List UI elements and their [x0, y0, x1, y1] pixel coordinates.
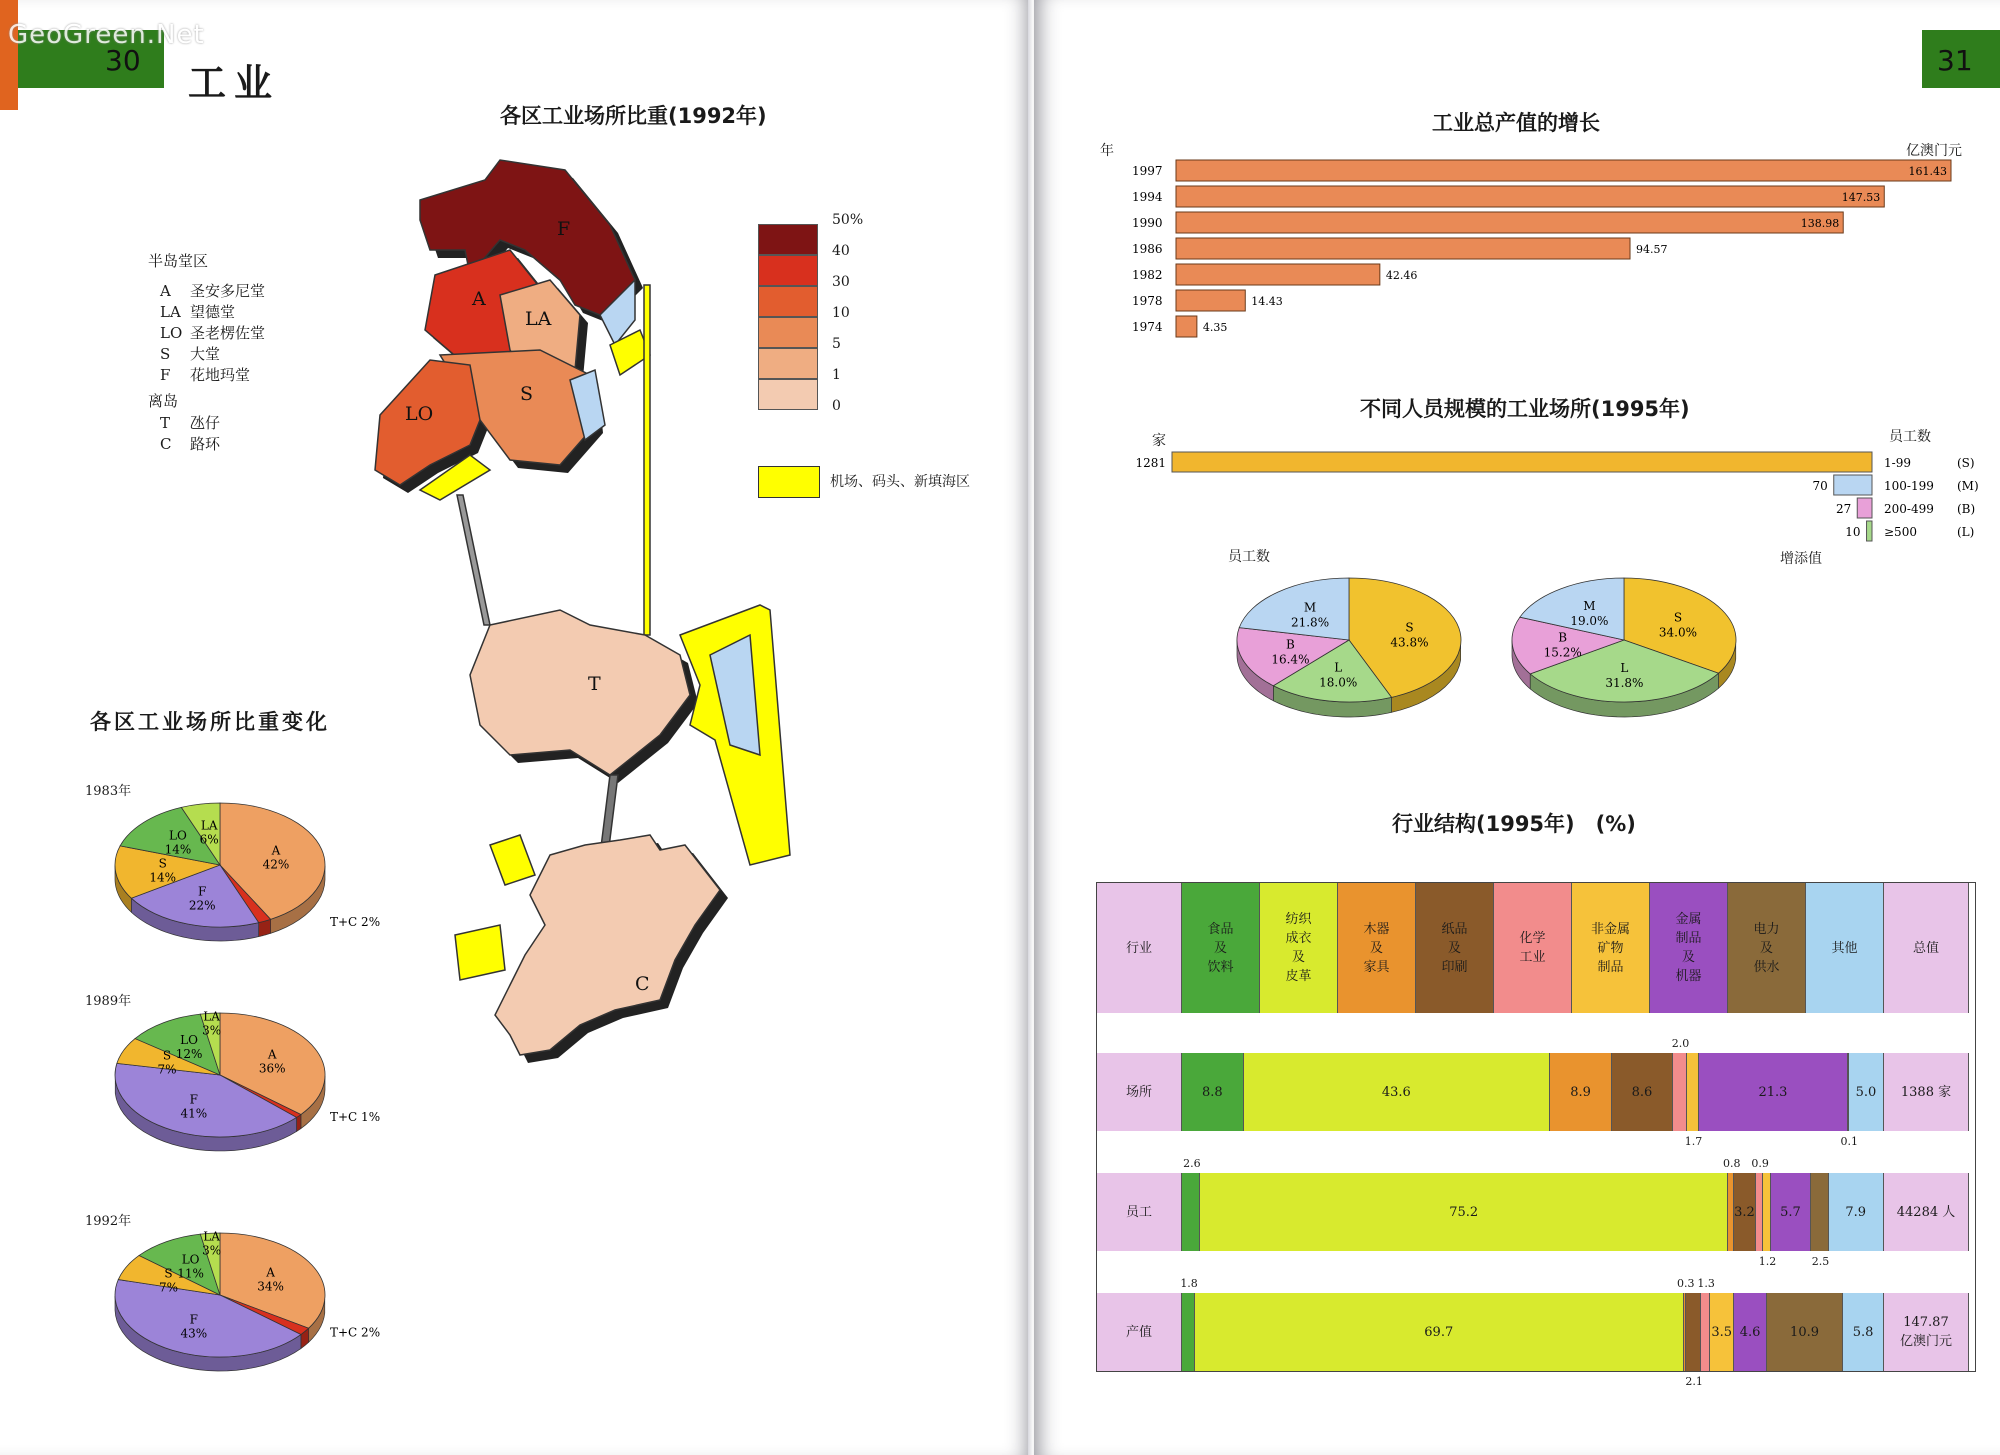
industry-header: 纸品 及 印刷	[1416, 883, 1494, 1013]
legend-item: A 圣安多尼堂	[160, 282, 266, 300]
structure-small-label: 2.1	[1685, 1375, 1703, 1388]
special-4	[455, 925, 505, 980]
bar-value-label: 94.57	[1636, 243, 1668, 256]
industry-structure-table	[1096, 882, 1976, 1388]
section-title: 工业	[188, 61, 281, 105]
bar-value-label: 4.35	[1202, 321, 1228, 334]
scale-label: 10	[832, 305, 850, 321]
pie-label: T+C 1%	[330, 1110, 381, 1125]
legend-item: S 大堂	[160, 345, 221, 363]
legend-item: T 氹仔	[160, 414, 221, 432]
map-label-la: LA	[525, 308, 552, 330]
year-label: 1994	[1132, 190, 1163, 204]
district-pie-chart	[100, 1215, 420, 1405]
special-3	[490, 835, 535, 885]
employee-pie-label: 员工数	[1228, 549, 1270, 565]
year-label: 1974	[1132, 320, 1163, 334]
bridge-2	[644, 285, 650, 635]
industry-header: 非金属 矿物 制品	[1572, 883, 1650, 1013]
structure-row-total: 44284 人	[1884, 1173, 1969, 1251]
structure-small-label: 2.5	[1811, 1255, 1830, 1268]
industry-header: 食品 及 饮料	[1182, 883, 1260, 1013]
pie-value: 18.0%	[1319, 675, 1358, 690]
scale-label: 1	[832, 367, 841, 383]
pie-label: M	[1303, 600, 1317, 615]
scale-label: 5	[832, 336, 841, 352]
pie-label: A	[267, 1047, 277, 1062]
structure-segment	[1686, 1293, 1701, 1371]
size-code-label: (L)	[1957, 525, 1975, 539]
size-value-label: 70	[1812, 479, 1828, 493]
pie-year-label: 1983年	[85, 784, 132, 799]
scale-label: 50%	[832, 212, 864, 228]
district-map	[360, 155, 960, 1115]
pie-value: 15.2%	[1543, 645, 1582, 660]
structure-row-label: 员工	[1097, 1173, 1182, 1251]
pie-label: LA	[203, 1229, 220, 1244]
structure-small-label: 2.0	[1671, 1037, 1690, 1050]
industry-header: 纺织 成衣 及 皮革	[1260, 883, 1338, 1013]
pie-value: 11%	[177, 1266, 204, 1281]
pie-year-label: 1992年	[85, 1214, 132, 1229]
map-label-f: F	[557, 218, 571, 240]
size-bar	[1857, 498, 1872, 518]
output-y-unit: 年	[1100, 143, 1114, 159]
pie-label: S	[164, 1266, 173, 1281]
structure-segment	[1763, 1173, 1771, 1251]
year-label: 1986	[1132, 242, 1163, 256]
legend-item: LA 望德堂	[160, 303, 236, 321]
pie-value: 14%	[149, 870, 177, 885]
size-bar-chart	[1134, 445, 2000, 545]
pie-value: 34%	[257, 1279, 284, 1294]
size-range-label: 100-199	[1884, 479, 1934, 493]
size-code-label: (M)	[1957, 479, 1979, 493]
bar-value-label: 14.43	[1251, 295, 1283, 308]
structure-total-header: 总值	[1884, 883, 1969, 1013]
pie-value: 3%	[202, 1243, 222, 1258]
edge-strip	[0, 0, 18, 110]
pie-label: S	[162, 1048, 172, 1063]
page-number: 31	[1937, 44, 1973, 77]
map-label-t: T	[588, 673, 601, 695]
pie-label: F	[189, 1092, 198, 1107]
structure-segment: 43.6	[1244, 1053, 1550, 1131]
structure-segment	[1182, 1293, 1195, 1371]
district-pie-chart	[100, 995, 420, 1185]
structure-small-label: 1.8	[1180, 1277, 1198, 1290]
structure-segment: 75.2	[1200, 1173, 1728, 1251]
legend-item: LO 圣老楞佐堂	[160, 324, 266, 342]
map-label-s: S	[520, 383, 534, 405]
industry-header: 金属 制品 及 机器	[1650, 883, 1728, 1013]
pie-value: 43%	[180, 1326, 208, 1341]
structure-title: 行业结构(1995年) (%)	[1392, 812, 1636, 836]
industry-header: 电力 及 供水	[1728, 883, 1806, 1013]
pie-value: 36%	[258, 1061, 286, 1076]
size-legend-unit: 员工数	[1889, 429, 1931, 445]
page-number: 30	[105, 44, 141, 77]
pie-value: 19.0%	[1570, 613, 1609, 628]
structure-segment: 5.8	[1843, 1293, 1884, 1371]
pie-value: 16.4%	[1271, 652, 1310, 667]
pie-label: LO	[181, 1252, 200, 1267]
pie-label: LA	[203, 1009, 220, 1024]
special-area-label: 机场、码头、新填海区	[830, 474, 970, 490]
scale-label: 40	[832, 243, 850, 259]
structure-small-label: 0.9	[1751, 1157, 1769, 1170]
scale-label: 0	[832, 398, 841, 414]
pie-year-label: 1989年	[85, 994, 132, 1009]
structure-small-label: 1.3	[1697, 1277, 1715, 1290]
pie-value: 21.8%	[1290, 615, 1330, 630]
map-label-lo: LO	[405, 403, 434, 425]
structure-small-label: 2.6	[1183, 1157, 1201, 1170]
year-label: 1982	[1132, 268, 1163, 282]
structure-segment: 4.6	[1734, 1293, 1766, 1371]
structure-segment	[1811, 1173, 1829, 1251]
output-x-unit: 亿澳门元	[1906, 143, 1962, 159]
structure-row-header: 行业	[1097, 883, 1182, 1013]
pie-label: T+C 2%	[330, 1325, 381, 1340]
size-y-unit: 家	[1152, 433, 1166, 449]
pie-label: B	[1558, 630, 1568, 645]
scale-label: 30	[832, 274, 850, 290]
value-pie-label: 增添值	[1780, 551, 1822, 567]
size-value-label: 10	[1845, 525, 1861, 539]
islands-header: 离岛	[148, 392, 179, 410]
output-bar	[1176, 238, 1630, 259]
map-label-c: C	[635, 973, 650, 995]
structure-small-label: 1.7	[1684, 1135, 1703, 1148]
pie-label: LA	[200, 818, 218, 833]
bar-value-label: 138.98	[1800, 217, 1840, 230]
pie-label: A	[271, 843, 281, 858]
size-code-label: (S)	[1957, 456, 1975, 470]
legend-header: 半岛堂区	[148, 252, 209, 270]
map-label-a: A	[472, 288, 486, 310]
industry-header: 其他	[1806, 883, 1884, 1013]
pie-label: S	[1405, 620, 1414, 635]
pie-label: F	[189, 1312, 198, 1327]
structure-row-total: 147.87 亿澳门元	[1884, 1293, 1969, 1371]
output-chart-title: 工业总产值的增长	[1432, 111, 1600, 135]
pie-value: 43.8%	[1390, 635, 1429, 650]
pie-label: B	[1286, 637, 1295, 652]
district-pie-chart	[100, 785, 420, 975]
size-range-label: ≥500	[1884, 525, 1917, 539]
output-bar	[1176, 290, 1245, 311]
year-label: 1997	[1132, 164, 1163, 178]
size-chart-title: 不同人员规模的工业场所(1995年)	[1360, 397, 1690, 421]
size-value-label: 1281	[1135, 456, 1166, 470]
structure-small-label: 0.3	[1676, 1277, 1695, 1290]
pie-value: 7%	[159, 1280, 179, 1295]
pie-value: 34.0%	[1658, 625, 1698, 640]
structure-segment	[1673, 1053, 1687, 1131]
map-districts	[375, 160, 790, 1055]
structure-small-label: 0.1	[1840, 1135, 1859, 1148]
structure-segment: 10.9	[1767, 1293, 1844, 1371]
pie-label: A	[266, 1265, 275, 1280]
output-bar	[1176, 316, 1197, 337]
pie-value: 3%	[202, 1023, 222, 1038]
structure-small-label: 0.8	[1722, 1157, 1741, 1170]
size-value-label: 27	[1835, 502, 1852, 516]
industry-header: 化学 工业	[1494, 883, 1572, 1013]
pie-value: 14%	[164, 842, 192, 857]
size-code-label: (B)	[1957, 502, 1976, 516]
legend-item: C 路环	[160, 435, 221, 453]
pie-value: 6%	[199, 832, 219, 847]
pie-label: LO	[168, 828, 187, 843]
bar-value-label: 161.43	[1908, 165, 1947, 178]
bar-value-label: 42.46	[1385, 269, 1418, 282]
pie-value: 31.8%	[1605, 676, 1644, 691]
pie-label: L	[1620, 661, 1629, 676]
pie-label: M	[1583, 598, 1596, 613]
year-label: 1978	[1132, 294, 1163, 308]
structure-row-label: 场所	[1097, 1053, 1182, 1131]
industry-header: 木器 及 家具	[1338, 883, 1416, 1013]
structure-segment	[1182, 1173, 1200, 1251]
employee-value-pies	[1234, 550, 1834, 750]
structure-segment: 8.8	[1182, 1053, 1244, 1131]
watermark: GeoGreen.Net	[8, 20, 205, 50]
right-page	[1034, 0, 2000, 1455]
pie-label: S	[158, 856, 167, 871]
structure-segment: 5.0	[1849, 1053, 1884, 1131]
structure-segment: 5.7	[1771, 1173, 1811, 1251]
structure-segment	[1701, 1293, 1710, 1371]
output-bar-chart	[1084, 155, 1964, 345]
pie-label: T+C 2%	[330, 915, 381, 930]
map-title: 各区工业场所比重(1992年)	[500, 104, 767, 128]
pie-value: 42%	[262, 857, 290, 872]
size-bar	[1867, 521, 1872, 541]
structure-segment: 8.6	[1612, 1053, 1672, 1131]
structure-segment: 7.9	[1829, 1173, 1884, 1251]
output-bar	[1176, 264, 1380, 285]
bridge-1	[457, 495, 490, 625]
output-bar	[1176, 186, 1884, 207]
size-bar	[1172, 452, 1872, 472]
size-range-label: 1-99	[1884, 456, 1911, 470]
pie-label: LO	[180, 1033, 198, 1048]
size-range-label: 200-499	[1884, 502, 1934, 516]
output-bar	[1176, 160, 1951, 181]
pie-value: 12%	[175, 1047, 203, 1062]
bar-value-label: 147.53	[1841, 191, 1881, 204]
pie-label: F	[197, 884, 207, 899]
pies-title: 各区工业场所比重变化	[90, 710, 330, 734]
structure-small-label: 1.2	[1758, 1255, 1777, 1268]
structure-segment: 8.9	[1550, 1053, 1612, 1131]
pie-value: 41%	[180, 1106, 208, 1121]
structure-row-label: 产值	[1097, 1293, 1182, 1371]
structure-segment: 69.7	[1195, 1293, 1684, 1371]
pie-value: 7%	[157, 1062, 177, 1077]
size-bar	[1834, 475, 1872, 495]
structure-segment	[1687, 1053, 1699, 1131]
output-bar	[1176, 212, 1843, 233]
legend-item: F 花地玛堂	[160, 366, 251, 384]
year-label: 1990	[1132, 216, 1163, 230]
pie-label: S	[1673, 610, 1683, 625]
structure-segment: 21.3	[1699, 1053, 1849, 1131]
structure-segment: 3.2	[1734, 1173, 1756, 1251]
pie-label: L	[1334, 660, 1343, 675]
structure-segment: 3.5	[1710, 1293, 1735, 1371]
pie-value: 22%	[188, 898, 216, 913]
structure-row-total: 1388 家	[1884, 1053, 1969, 1131]
